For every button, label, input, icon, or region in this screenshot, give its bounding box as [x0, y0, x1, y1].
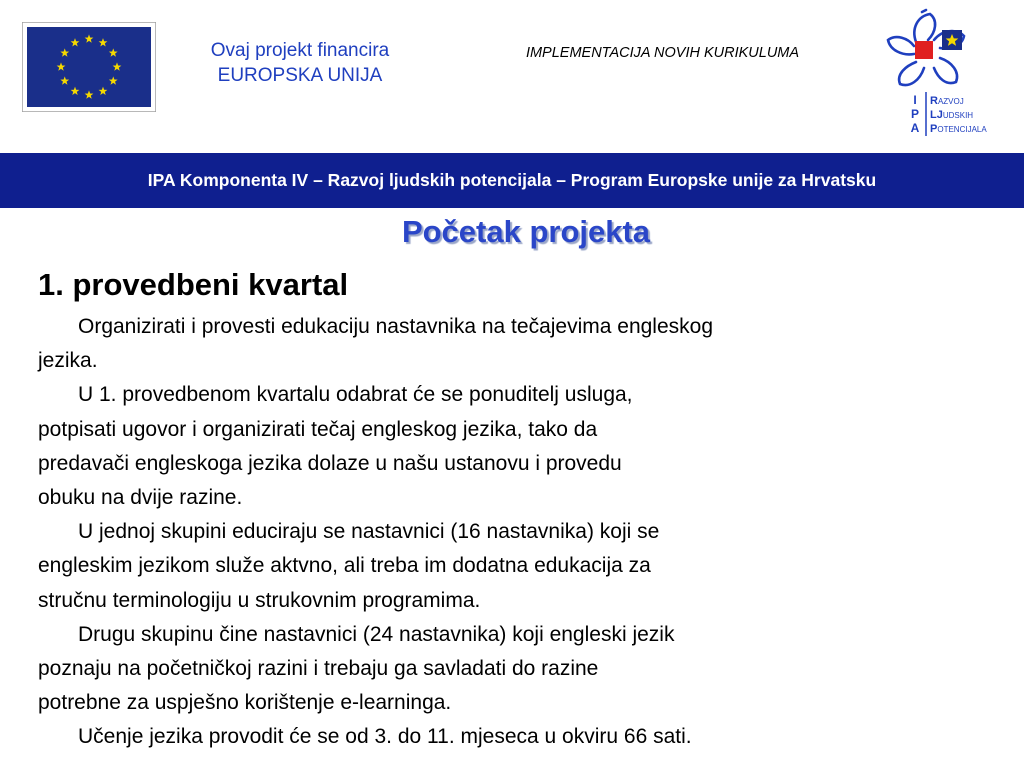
- logo-word-ljudskih: LJUDSKIH: [930, 109, 974, 121]
- paragraph-line: obuku na dvije razine.: [38, 485, 243, 509]
- slide-body: [38, 310, 958, 754]
- eu-blue-square: [942, 30, 962, 50]
- paragraph-line: potpisati ugovor i organizirati tečaj engleskog jezika, tako da: [38, 417, 598, 441]
- paragraph-line: poznaju na početničkoj razini i trebaju ga savladati do razine: [38, 656, 599, 680]
- paragraph-line: Učenje jezika provodit će se od 3. do 11. mjeseca u okviru 66 sati.: [78, 725, 692, 749]
- eu-flag-logo: [22, 22, 156, 112]
- logo-word-razvoj: RAZVOJ: [930, 95, 964, 107]
- paragraph-line: U jednoj skupini educiraju se nastavnici (16 nastavnika) koji se: [78, 520, 660, 544]
- ipa-letter-p: P: [910, 107, 920, 121]
- ipa-letter-i: I: [913, 93, 917, 107]
- ipa-letter-a: A: [910, 121, 920, 135]
- paragraph-line: jezika.: [38, 349, 98, 373]
- paragraph-line: potrebne za uspješno korištenje e-learninga.: [38, 691, 452, 715]
- funding-statement: [165, 38, 435, 88]
- paragraph-line: Drugu skupinu čine nastavnici (24 nastavnika) koji engleski jezik: [78, 622, 675, 646]
- paragraph-line: U 1. provedbenom kvartalu odabrat će se ponuditelj usluga,: [78, 383, 633, 407]
- paragraph-line: stručnu terminologiju u strukovnim programima.: [38, 588, 481, 612]
- red-square: [915, 41, 933, 59]
- paragraph-line: Organizirati i provesti edukaciju nastavnika na tečajevima engleskog: [78, 315, 714, 338]
- slide-title: Početak projekta: [401, 214, 651, 249]
- ipa-logo: [878, 8, 1000, 140]
- paragraph-line: engleskim jezikom služe aktvno, ali treba im dodatna edukacija za: [38, 554, 651, 578]
- logo-word-potencijala: POTENCIJALA: [930, 123, 987, 135]
- funding-line-2: EUROPSKA UNIJA: [217, 65, 383, 86]
- paragraph-line: predavači engleskoga jezika dolaze u našu ustanovu i provedu: [38, 451, 622, 475]
- funding-line-1: Ovaj projekt financira: [210, 40, 390, 61]
- program-banner-text: IPA Komponenta IV – Razvoj ljudskih potencijala – Program Europske unije za Hrvatsku: [147, 170, 877, 190]
- implementation-heading: IMPLEMENTACIJA NOVIH KURIKULUMA: [525, 45, 800, 61]
- slide-subtitle: 1. provedbeni kvartal: [38, 267, 349, 302]
